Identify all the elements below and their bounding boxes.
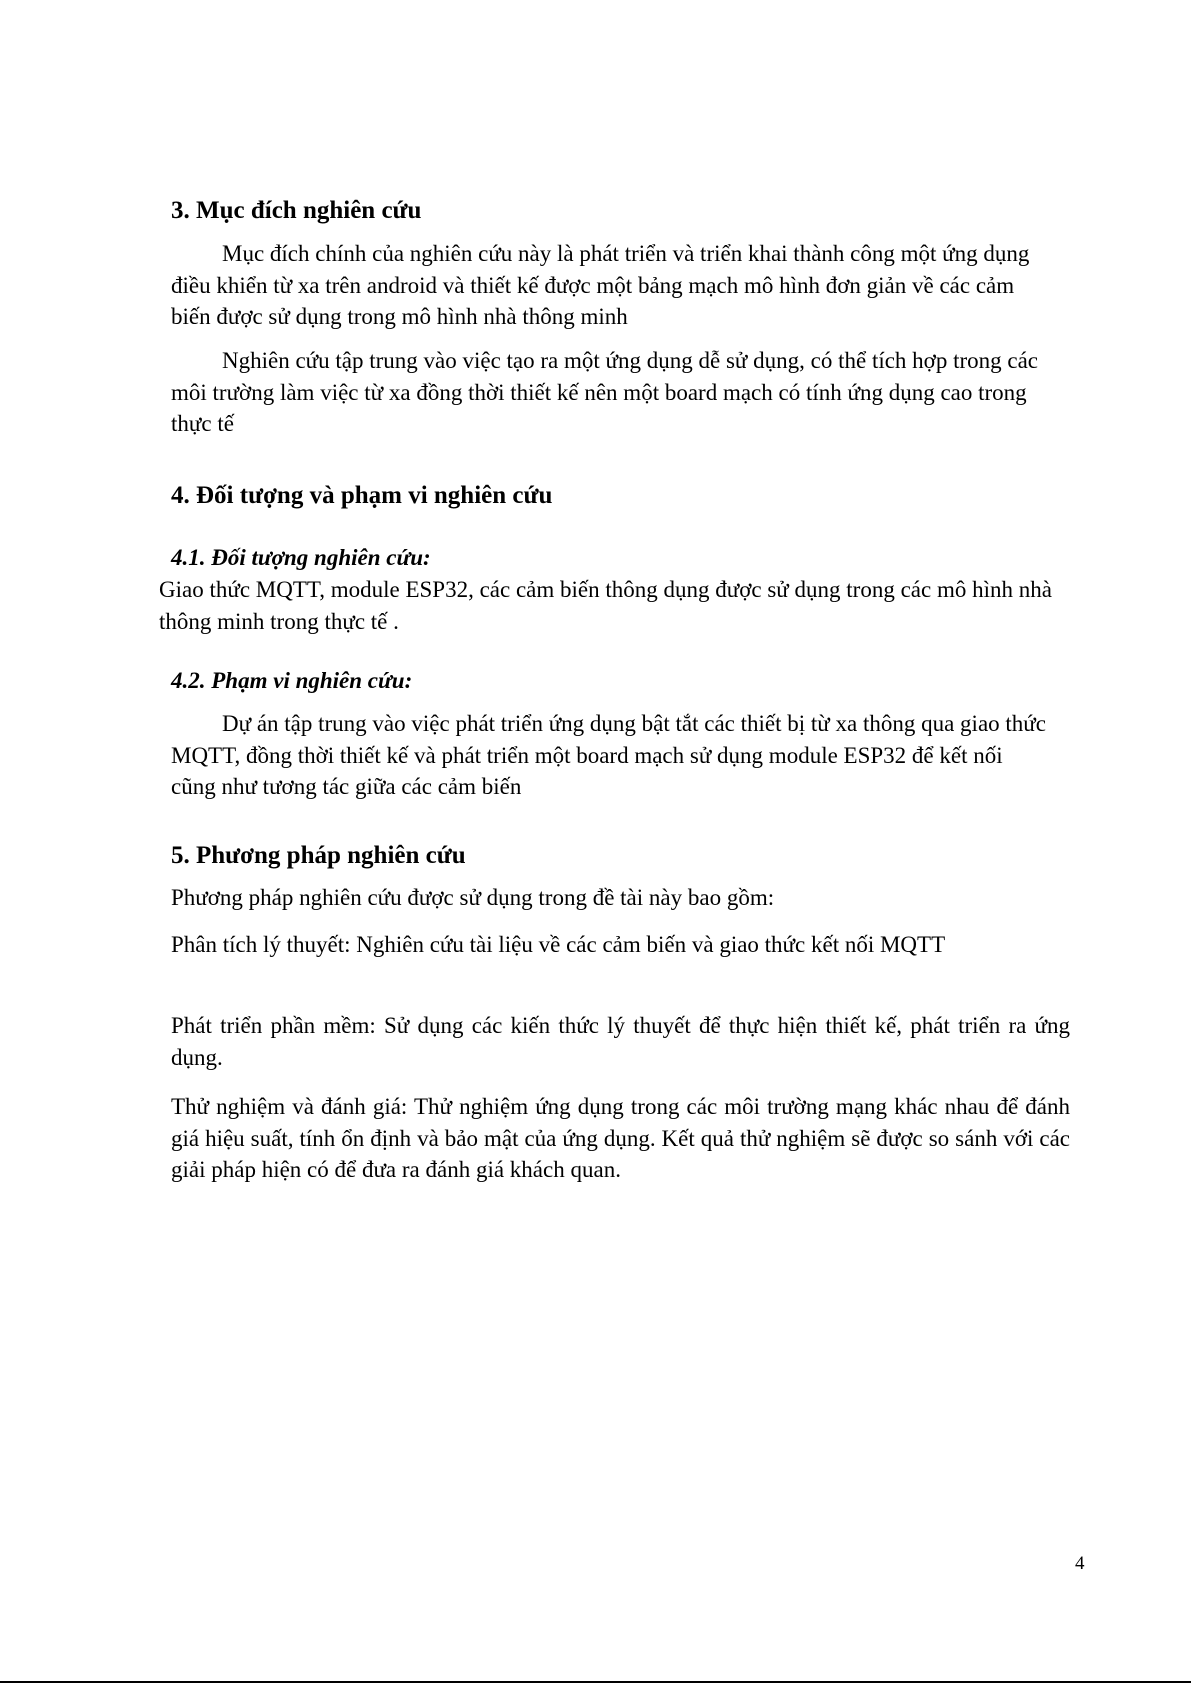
subsection-4-2-heading: 4.2. Phạm vi nghiên cứu: (171, 668, 413, 693)
section-3-paragraph-2: Nghiên cứu tập trung vào việc tạo ra một ứng dụng dễ sử dụng, có thể tích hợp trong các môi trường làm việc từ xa đồng thời thiết kế nên một board mạch có tính ứng dụng cao trong thực tế (171, 348, 1039, 436)
section-5-intro: Phương pháp nghiên cứu được sử dụng trong đề tài này bao gồm: (171, 885, 775, 910)
section-3-heading: 3. Mục đích nghiên cứu (171, 197, 422, 224)
subsection-4-1-text: Giao thức MQTT, module ESP32, các cảm biến thông dụng được sử dụng trong các mô hình nhà thông minh trong thực tế . (159, 577, 1052, 634)
method-item-2: Phát triển phần mềm: Sử dụng các kiến thức lý thuyết để thực hiện thiết kế, phát triển ra ứng dụng. (171, 1013, 1070, 1070)
subsection-4-1-heading: 4.1. Đối tượng nghiên cứu: (171, 545, 431, 570)
section-5-heading: 5. Phương pháp nghiên cứu (171, 842, 466, 869)
subsection-4-2-text: Dự án tập trung vào việc phát triển ứng dụng bật tắt các thiết bị từ xa thông qua giao thức MQTT, đồng thời thiết kế và phát triển một board mạch sử dụng module ESP32 để kết nối cũng như tương tác giữa các cảm biến (171, 711, 1046, 799)
method-item-1: Phân tích lý thuyết: Nghiên cứu tài liệu về các cảm biến và giao thức kết nối MQTT (171, 932, 946, 957)
method-item-3: Thử nghiệm và đánh giá: Thử nghiệm ứng dụng trong các môi trường mạng khác nhau để đánh giá hiệu suất, tính ổn định và bảo mật của ứng dụng. Kết quả thử nghiệm sẽ được so sánh với các giải pháp hiện có để đưa ra đánh giá khách quan. (171, 1094, 1070, 1182)
section-3-paragraph-1: Mục đích chính của nghiên cứu này là phát triển và triển khai thành công một ứng dụng điều khiển từ xa trên android và thiết kế được một bảng mạch mô hình đơn giản về các cảm biến được sử dụng trong mô hình nhà thông minh (171, 241, 1030, 329)
page-number: 4 (1075, 1553, 1085, 1574)
section-4-heading: 4. Đối tượng và phạm vi nghiên cứu (171, 482, 553, 509)
bottom-rule (0, 1681, 1191, 1683)
